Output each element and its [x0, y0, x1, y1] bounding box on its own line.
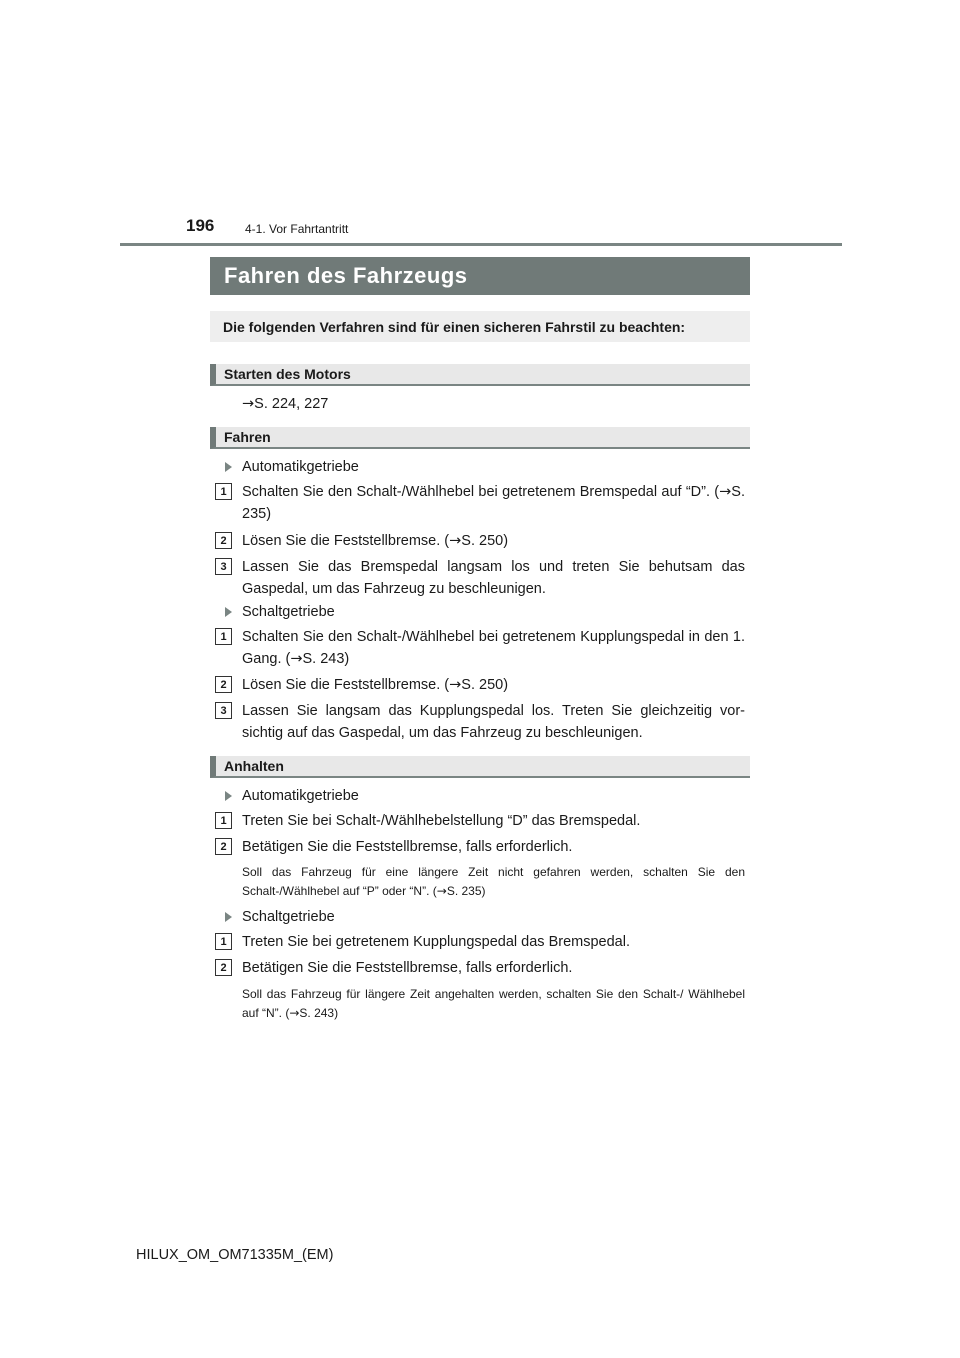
step-text-main: Schalten Sie den Schalt-/Wählhebel bei getretenem Kupplungspedal in den 1. Gang. (: [242, 629, 745, 667]
arrow-icon: →: [289, 1006, 300, 1020]
step-text-main: Lösen Sie die Feststellbremse. (: [242, 677, 450, 693]
triangle-bullet-icon: [225, 462, 232, 472]
subsection-label: Schaltgetriebe: [242, 604, 335, 620]
note-ref: S. 243): [299, 1006, 339, 1020]
step-text: [242, 674, 745, 696]
step-number-badge: 1: [215, 812, 232, 829]
step-text: [242, 626, 745, 670]
step-number-badge: 3: [215, 558, 232, 575]
section-heading-fahren: Fahren: [210, 427, 750, 449]
step-number-badge: 1: [215, 628, 232, 645]
intro-box: Die folgenden Verfahren sind für einen sicheren Fahrstil zu beachten:: [210, 311, 750, 342]
arrow-icon: →: [436, 884, 447, 898]
step-number-badge: 2: [215, 838, 232, 855]
step-number-badge: 1: [215, 933, 232, 950]
arrow-icon: →: [242, 396, 255, 412]
fahren-manual-label: [225, 601, 335, 623]
arrow-icon: →: [449, 533, 462, 549]
step-number-badge: 2: [215, 959, 232, 976]
note-text: [242, 863, 745, 901]
arrow-icon: →: [290, 651, 303, 667]
subsection-label: Automatikgetriebe: [242, 788, 359, 804]
header-rule: [120, 243, 842, 246]
step-text: Betätigen Sie die Feststellbremse, falls erforderlich.: [242, 960, 573, 976]
fahren-auto-label: [225, 456, 359, 478]
triangle-bullet-icon: [225, 912, 232, 922]
starten-ref: [242, 393, 745, 415]
anhalten-manual-label: [225, 906, 335, 928]
arrow-icon: →: [719, 484, 732, 500]
section-heading-starten: Starten des Motors: [210, 364, 750, 386]
note-main: Soll das Fahrzeug für eine längere Zeit nicht gefahren werden, schalten Sie den Schalt-/Wählhebel auf “P” oder “N”. (: [242, 865, 745, 898]
step-text: Lassen Sie das Bremspedal langsam los und treten Sie behutsam das Gaspedal, um das Fahrzeug zu beschleunigen.: [242, 559, 745, 597]
note-text: [242, 985, 745, 1023]
triangle-bullet-icon: [225, 607, 232, 617]
step-text: Betätigen Sie die Feststellbremse, falls erforderlich.: [242, 839, 573, 855]
step-text-main: Schalten Sie den Schalt-/Wählhebel bei getretenem Bremspedal auf “D”. (: [242, 484, 720, 500]
step-text: Lassen Sie langsam das Kupplungspedal los. Treten Sie gleichzeitig vor-sichtig auf das Gaspedal, um das Fahrzeug zu beschleunigen.: [242, 703, 745, 741]
note-main: Soll das Fahrzeug für längere Zeit angehalten werden, schalten Sie den Schalt-/ Wählhebel auf “N”. (: [242, 987, 745, 1020]
page-title: Fahren des Fahrzeugs: [210, 257, 750, 295]
triangle-bullet-icon: [225, 791, 232, 801]
step-number-badge: 3: [215, 702, 232, 719]
subsection-label: Schaltgetriebe: [242, 909, 335, 925]
subsection-label: Automatikgetriebe: [242, 459, 359, 475]
step-ref: S. 235): [242, 484, 745, 522]
step-number-badge: 2: [215, 532, 232, 549]
step-ref: S. 250): [461, 533, 509, 549]
section-label: 4-1. Vor Fahrtantritt: [245, 222, 349, 236]
step-text: Treten Sie bei getretenem Kupplungspedal das Bremspedal.: [242, 934, 630, 950]
note-ref: S. 235): [446, 884, 486, 898]
step-number-badge: 1: [215, 483, 232, 500]
step-ref: S. 243): [302, 651, 350, 667]
anhalten-auto-label: [225, 785, 359, 807]
step-ref: S. 250): [461, 677, 509, 693]
footer-doc-code: HILUX_OM_OM71335M_(EM): [136, 1247, 334, 1263]
step-text: Treten Sie bei Schalt-/Wählhebelstellung “D” das Bremspedal.: [242, 813, 641, 829]
page-number: 196: [186, 216, 215, 235]
starten-ref-text: S. 224, 227: [254, 396, 329, 412]
section-heading-anhalten: Anhalten: [210, 756, 750, 778]
step-number-badge: 2: [215, 676, 232, 693]
step-text: [242, 530, 745, 552]
arrow-icon: →: [449, 677, 462, 693]
step-text: [242, 481, 745, 525]
step-text-main: Lösen Sie die Feststellbremse. (: [242, 533, 450, 549]
